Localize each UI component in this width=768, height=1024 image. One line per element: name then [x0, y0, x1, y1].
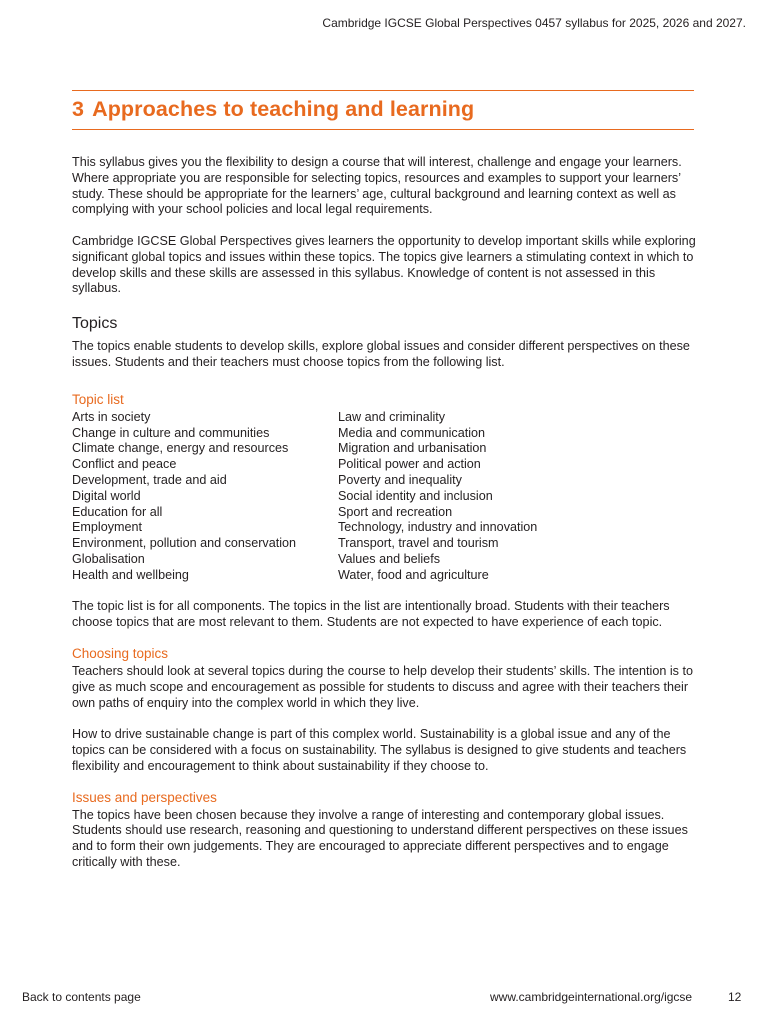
intro-paragraph-1: This syllabus gives you the flexibility to design a course that will interest, challenge and engage your learners. Where appropriate you are responsible for selecting topics, resources and examples to support your learners’ study. These should be appropriate for the learners’ age, cultural background and learning context as well as complying with your school policies and local legal requirements. — [72, 155, 682, 217]
chapter-number: 3 — [72, 97, 85, 121]
topics-heading: Topics — [72, 315, 118, 333]
page-number: 12 — [728, 990, 742, 1004]
choosing-paragraph-1: Teachers should look at several topics during the course to help develop their students’ skills. The intention is to give as much scope and encouragement as possible for students to discuss and agree with their teachers their own paths of enquiry into the complex world in which they live. — [72, 663, 693, 710]
topic-list-right-column — [338, 410, 537, 584]
topic-list — [72, 410, 697, 584]
issues-perspectives-heading: Issues and perspectives — [72, 789, 217, 805]
running-head: Cambridge IGCSE Global Perspectives 0457 syllabus for 2025, 2026 and 2027. — [322, 16, 746, 30]
topic-item: Law and criminality — [338, 409, 446, 424]
chapter-rule-top — [72, 90, 694, 91]
topic-item: Social identity and inclusion — [338, 488, 493, 503]
chapter-title-text: Approaches to teaching and learning — [92, 97, 475, 121]
topic-item: Poverty and inequality — [338, 472, 462, 487]
main-content — [72, 155, 697, 871]
topic-item: Values and beliefs — [338, 551, 440, 566]
intro-paragraph-2: Cambridge IGCSE Global Perspectives gives learners the opportunity to develop important skills while exploring significant global topics and issues within these topics. The topics give learners a stimulating context in which to develop skills and these skills are assessed in this syllabus. Knowledge of content is not assessed in this syllabus. — [72, 233, 696, 296]
topic-item: Education for all — [72, 504, 163, 519]
topic-item: Arts in society — [72, 409, 151, 424]
website-link[interactable]: www.cambridgeinternational.org/igcse — [490, 990, 693, 1004]
topic-item: Media and communication — [338, 425, 486, 440]
topic-list-note: The topic list is for all components. The topics in the list are intentionally broad. Students with their teachers choose topics that are most relevant to them. Students are not expected to have experience of each topic. — [72, 599, 670, 630]
topic-item: Technology, industry and innovation — [338, 520, 538, 535]
topic-item: Sport and recreation — [338, 504, 453, 519]
topic-item: Conflict and peace — [72, 457, 177, 472]
issues-paragraph-1: The topics have been chosen because they involve a range of interesting and contemporary global issues. Students should use research, reasoning and questioning to understand different perspectives on these issues and to form their own judgements. They are encouraged to appreciate different perspectives and to engage critically with these. — [72, 807, 688, 869]
topic-item: Change in culture and communities — [72, 425, 270, 440]
topic-item: Employment — [72, 520, 142, 535]
topics-intro: The topics enable students to develop skills, explore global issues and consider different perspectives on these issues. Students and their teachers must choose topics from the following list. — [72, 339, 690, 369]
choosing-topics-heading: Choosing topics — [72, 645, 169, 661]
chapter-title — [72, 97, 474, 122]
topic-item: Health and wellbeing — [72, 567, 189, 582]
topic-item: Digital world — [72, 488, 141, 503]
topic-item: Climate change, energy and resources — [72, 441, 289, 456]
topic-list-left-column — [72, 410, 338, 584]
topic-item: Water, food and agriculture — [338, 567, 489, 582]
topic-item: Migration and urbanisation — [338, 441, 487, 456]
choosing-paragraph-2: How to drive sustainable change is part of this complex world. Sustainability is a global issue and any of the topics can be considered with a focus on sustainability. The syllabus is designed to give students and teachers flexibility and encouragement to think about sustainability if they choose to. — [72, 727, 687, 773]
topic-item: Political power and action — [338, 457, 481, 472]
topic-item: Globalisation — [72, 551, 145, 566]
topic-item: Environment, pollution and conservation — [72, 536, 297, 551]
topic-item: Transport, travel and tourism — [338, 536, 499, 551]
topic-item: Development, trade and aid — [72, 472, 227, 487]
topic-list-heading: Topic list — [72, 391, 124, 407]
chapter-rule-bottom — [72, 129, 694, 130]
back-to-contents-link[interactable]: Back to contents page — [22, 990, 141, 1004]
